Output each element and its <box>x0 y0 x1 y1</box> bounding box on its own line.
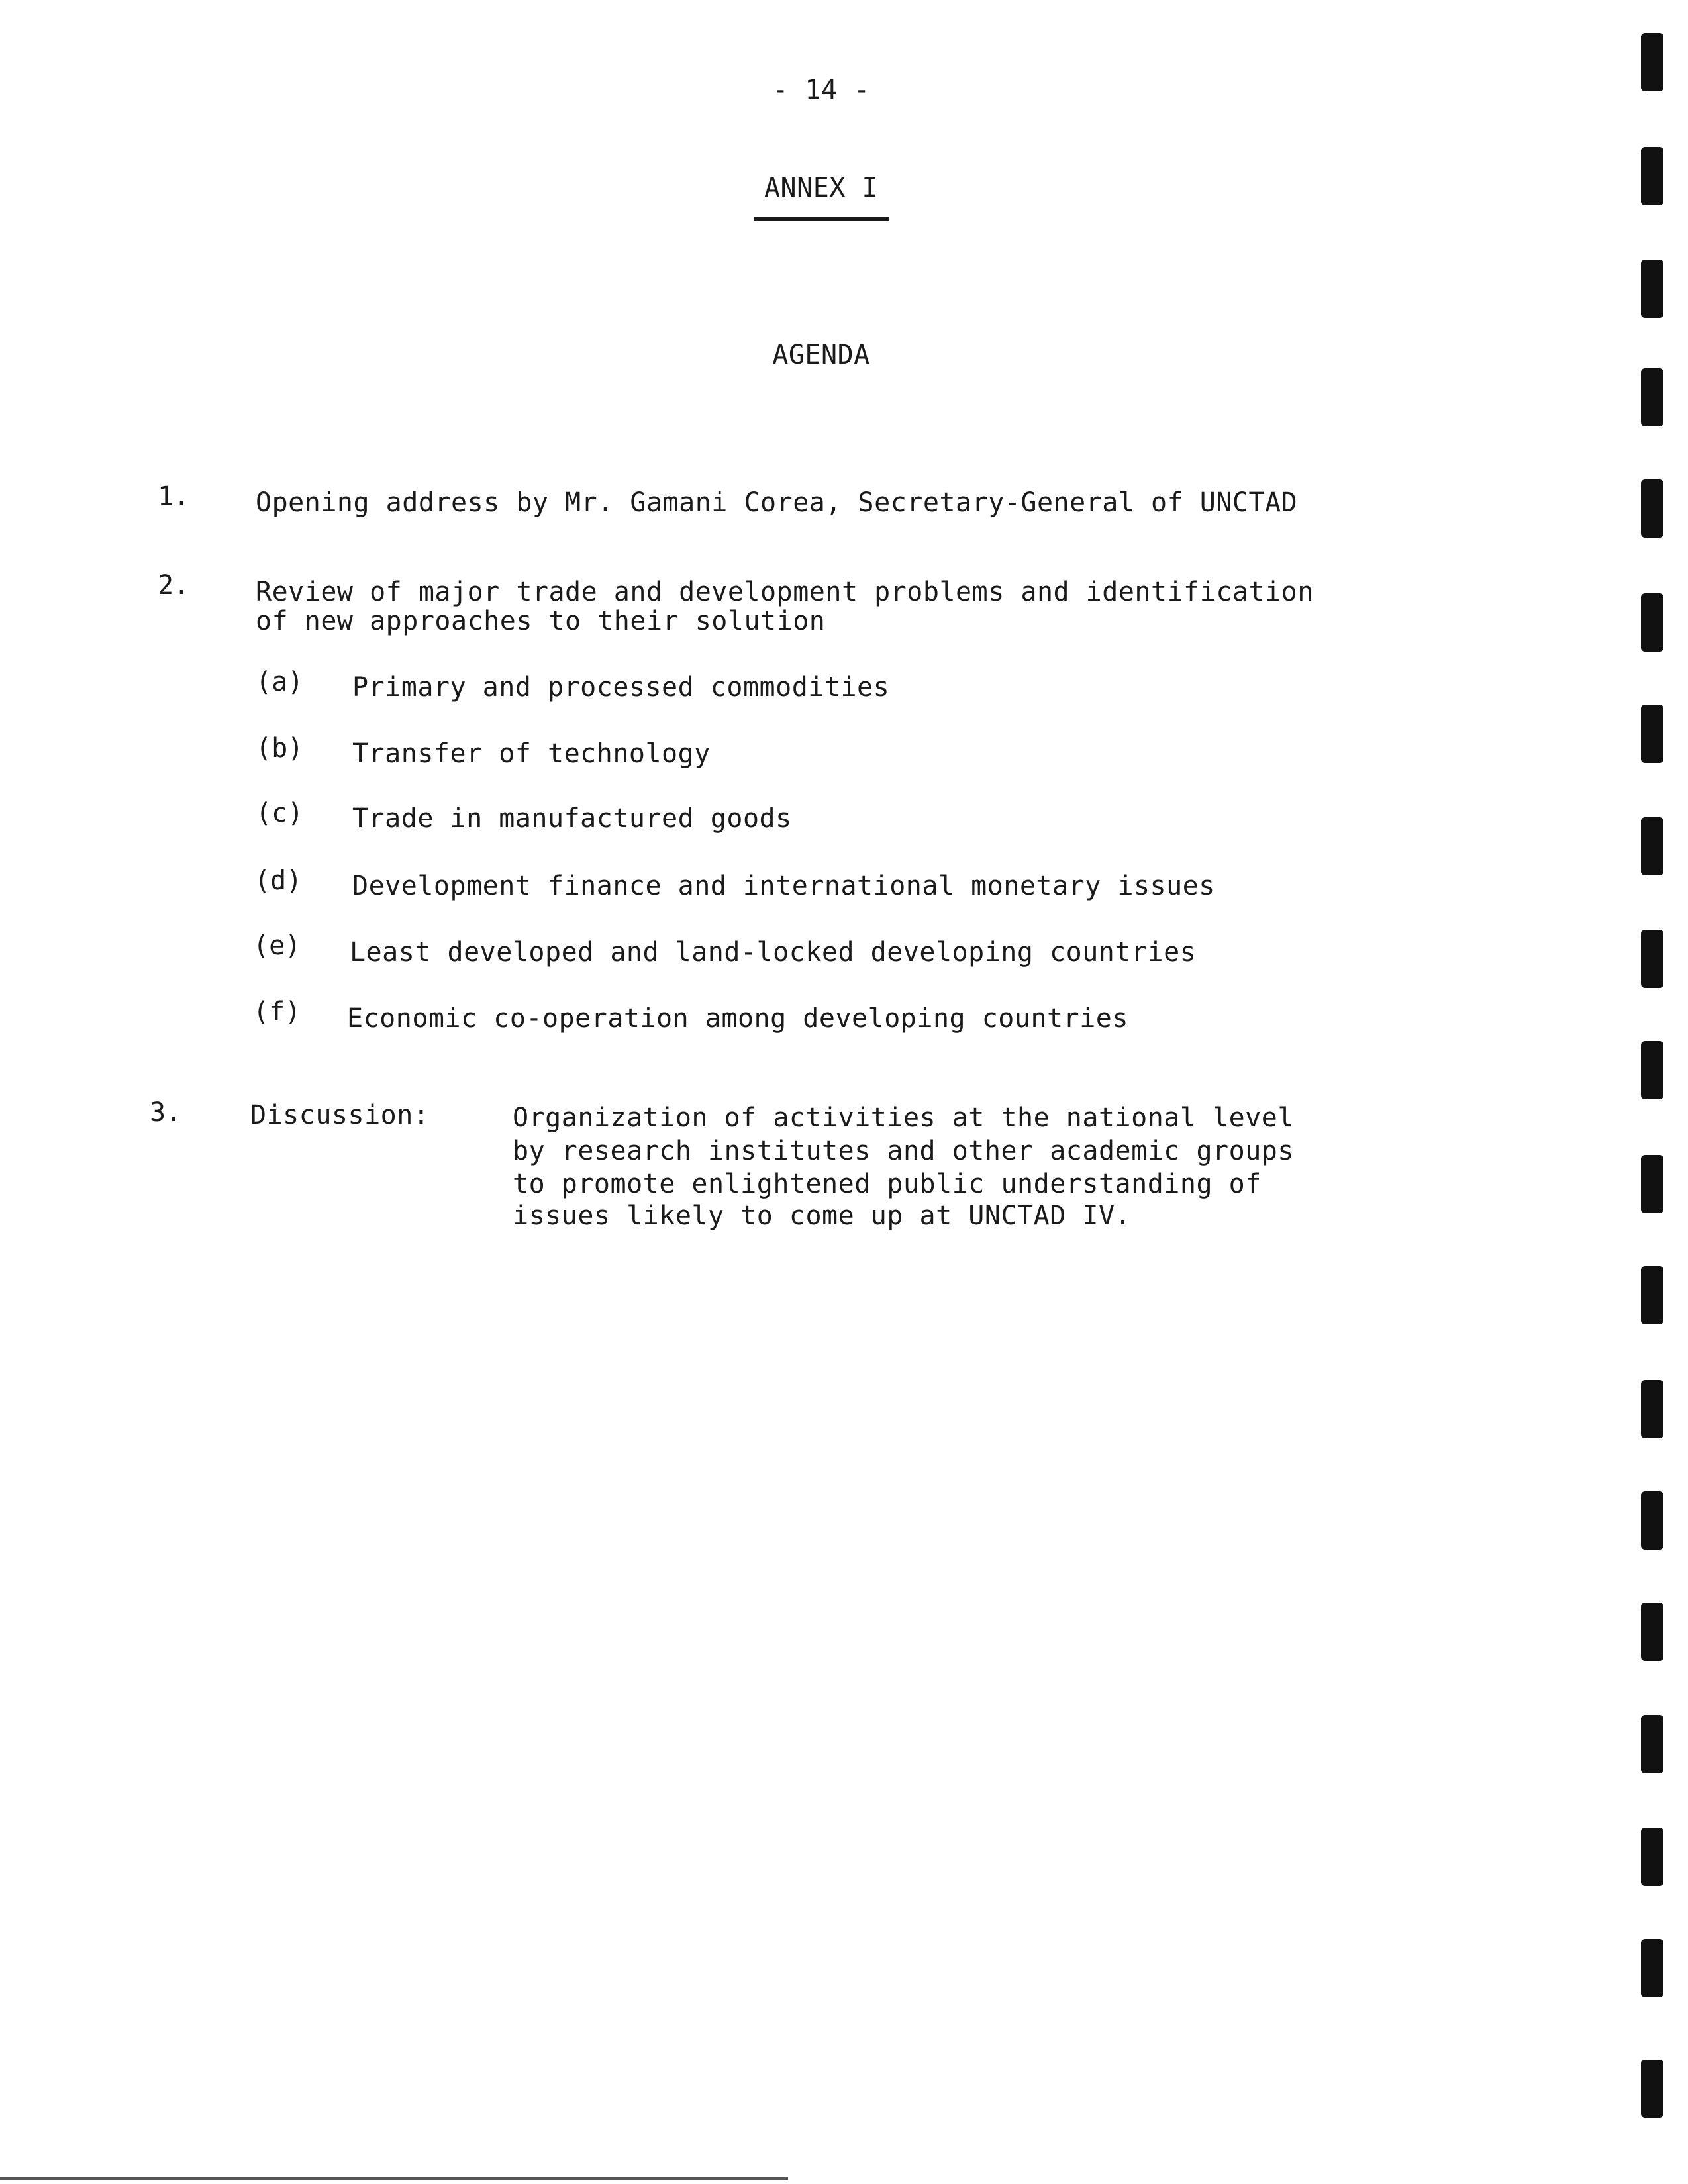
binding-hole <box>1641 705 1663 763</box>
binding-hole <box>1641 1491 1663 1550</box>
item-1-number: 1. <box>158 481 190 512</box>
item-2-text-line-2: of new approaches to their solution <box>256 606 826 636</box>
annex-title: ANNEX I <box>764 173 879 203</box>
item-2-text-line-1: Review of major trade and development problems and identification <box>256 577 1314 607</box>
binding-hole <box>1641 368 1663 426</box>
binding-hole <box>1641 2060 1663 2118</box>
binding-hole <box>1641 479 1663 538</box>
item-3-number: 3. <box>150 1097 182 1128</box>
binding-hole <box>1641 593 1663 652</box>
item-2-number: 2. <box>158 570 190 601</box>
item-3-text-line-3: to promote enlightened public understanding of <box>513 1169 1262 1199</box>
agenda-heading: AGENDA <box>772 340 870 370</box>
subitem-f-label: (f) <box>253 997 301 1027</box>
subitem-c-text: Trade in manufactured goods <box>352 803 792 834</box>
page-bottom-edge <box>0 2177 788 2180</box>
subitem-b-label: (b) <box>256 733 304 764</box>
item-3-text-line-1: Organization of activities at the national level <box>513 1103 1294 1133</box>
annex-title-underline <box>754 217 889 221</box>
subitem-b-text: Transfer of technology <box>352 738 711 769</box>
subitem-f-text: Economic co-operation among developing countries <box>347 1003 1128 1034</box>
subitem-a-text: Primary and processed commodities <box>352 672 890 703</box>
binding-hole <box>1641 817 1663 875</box>
binding-hole <box>1641 1603 1663 1661</box>
binding-hole <box>1641 260 1663 318</box>
item-1-text: Opening address by Mr. Gamani Corea, Secretary-General of UNCTAD <box>256 487 1298 518</box>
binding-hole <box>1641 1041 1663 1099</box>
binding-hole <box>1641 1155 1663 1213</box>
subitem-e-label: (e) <box>253 930 301 961</box>
item-3-text-line-4: issues likely to come up at UNCTAD IV. <box>513 1201 1132 1231</box>
binding-hole <box>1641 147 1663 205</box>
subitem-a-label: (a) <box>256 667 304 697</box>
subitem-d-label: (d) <box>254 866 303 896</box>
subitem-c-label: (c) <box>256 798 304 828</box>
binding-hole <box>1641 1715 1663 1773</box>
binding-hole <box>1641 1266 1663 1324</box>
item-3-text-line-2: by research institutes and other academic groups <box>513 1136 1294 1166</box>
binding-hole <box>1641 1380 1663 1438</box>
subitem-e-text: Least developed and land-locked developing countries <box>350 937 1197 968</box>
subitem-d-text: Development finance and international monetary issues <box>352 871 1215 901</box>
page-number: - 14 - <box>772 75 870 105</box>
item-3-label: Discussion: <box>250 1100 430 1130</box>
binding-hole <box>1641 930 1663 988</box>
binding-hole <box>1641 1939 1663 1997</box>
binding-hole <box>1641 33 1663 91</box>
binding-hole <box>1641 1828 1663 1886</box>
